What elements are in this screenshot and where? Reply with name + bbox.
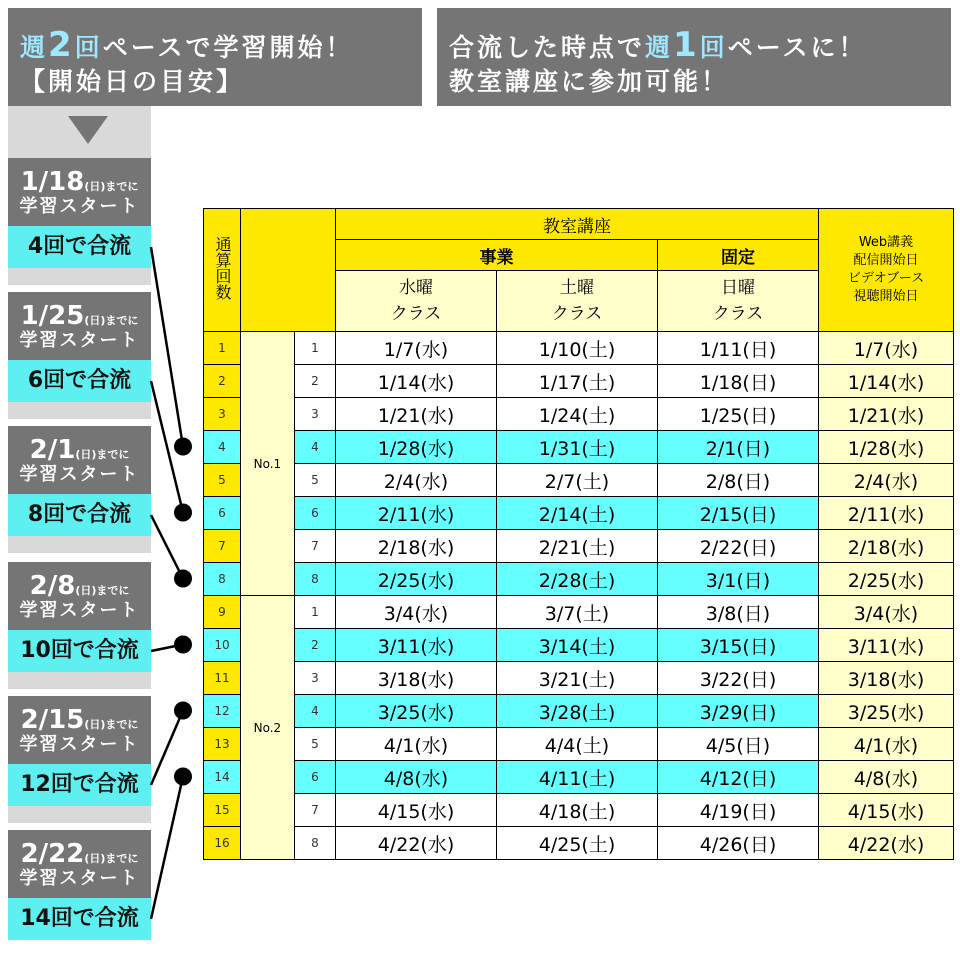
cell-web: 2/25(水) [819, 563, 954, 596]
cell-sun: 4/5(日) [658, 728, 819, 761]
cell-sun: 4/19(日) [658, 794, 819, 827]
start-date-suffix: (日)までに [84, 180, 139, 193]
header-web-4: 視聴開始日 [853, 289, 919, 304]
schedule-body [204, 332, 954, 860]
header-business: 事業 [336, 240, 658, 271]
banner-left-post: ペースで学習開始！ [102, 33, 354, 62]
row-session: 8 [294, 827, 335, 860]
row-session: 8 [294, 563, 335, 596]
header-sat-class: クラス [551, 304, 603, 324]
merge-text: 6回で合流 [8, 360, 151, 402]
connector-dot [174, 702, 192, 720]
banner-left-post-hl: 回 [74, 33, 103, 62]
table-row [204, 827, 954, 860]
cell-sun: 1/11(日) [658, 332, 819, 365]
start-text: 学習スタート [19, 464, 140, 485]
cell-sun: 2/8(日) [658, 464, 819, 497]
start-date: 1/25 [20, 301, 85, 331]
cell-web: 4/8(水) [819, 761, 954, 794]
header-count [204, 209, 241, 332]
cell-web: 3/4(水) [819, 596, 954, 629]
merge-text: 14回で合流 [8, 898, 151, 940]
cell-sun: 1/18(日) [658, 365, 819, 398]
start-date-suffix: (日)までに [75, 448, 130, 461]
banner-left-pre: 週 [20, 33, 49, 62]
row-count: 2 [204, 365, 241, 398]
cell-wed: 3/4(水) [336, 596, 497, 629]
cell-wed: 1/7(水) [336, 332, 497, 365]
banner-right-num: 1 [673, 25, 700, 65]
row-session: 6 [294, 761, 335, 794]
start-date: 2/8 [29, 571, 76, 601]
cell-sat: 2/21(土) [497, 530, 658, 563]
banner-right-hl: 週 [645, 33, 674, 62]
cell-sat: 3/14(土) [497, 629, 658, 662]
table-row [204, 530, 954, 563]
cell-sat: 1/10(土) [497, 332, 658, 365]
header-web-1: Web講義 [858, 235, 914, 250]
table-row [204, 794, 954, 827]
cell-wed: 2/4(水) [336, 464, 497, 497]
connector-dot [174, 636, 192, 654]
row-session: 2 [294, 365, 335, 398]
cell-web: 1/28(水) [819, 431, 954, 464]
connector-dot [174, 438, 192, 456]
cell-sun: 2/1(日) [658, 431, 819, 464]
row-count: 11 [204, 662, 241, 695]
cell-wed: 4/8(水) [336, 761, 497, 794]
cell-sun: 1/25(日) [658, 398, 819, 431]
cell-wed: 2/25(水) [336, 563, 497, 596]
header-fixed: 固定 [658, 240, 819, 271]
connector-dot [174, 570, 192, 588]
cell-sat: 3/7(土) [497, 596, 658, 629]
cell-web: 2/18(水) [819, 530, 954, 563]
cell-web: 3/11(水) [819, 629, 954, 662]
connector-line [151, 777, 183, 920]
cell-web: 2/11(水) [819, 497, 954, 530]
start-date-suffix: (日)までに [75, 584, 130, 597]
table-row [204, 431, 954, 464]
header-classroom: 教室講座 [336, 209, 819, 240]
header-sun-class: クラス [712, 304, 764, 324]
cell-sun: 3/8(日) [658, 596, 819, 629]
header-wed-day: 水曜 [399, 278, 433, 298]
start-text: 学習スタート [19, 868, 140, 889]
row-count: 7 [204, 530, 241, 563]
cell-sat: 4/25(土) [497, 827, 658, 860]
cell-wed: 3/11(水) [336, 629, 497, 662]
row-count: 3 [204, 398, 241, 431]
cell-web: 4/15(水) [819, 794, 954, 827]
table-row [204, 563, 954, 596]
header-sat [497, 271, 658, 332]
start-date: 1/18 [20, 167, 85, 197]
schedule-table [203, 208, 954, 860]
row-session: 7 [294, 794, 335, 827]
cell-sun: 4/12(日) [658, 761, 819, 794]
cell-wed: 1/14(水) [336, 365, 497, 398]
banner-right-post: ペースに！ [727, 33, 867, 62]
table-row [204, 761, 954, 794]
header-count-text: 通算回数 [213, 235, 232, 300]
table-row [204, 629, 954, 662]
row-count: 1 [204, 332, 241, 365]
row-session: 1 [294, 596, 335, 629]
table-row [204, 365, 954, 398]
connector-dot [174, 504, 192, 522]
row-count: 8 [204, 563, 241, 596]
connector-line [151, 247, 183, 447]
cell-sat: 2/28(土) [497, 563, 658, 596]
header-blank [241, 209, 336, 332]
start-text: 学習スタート [19, 196, 140, 217]
cell-sat: 3/28(土) [497, 695, 658, 728]
table-row [204, 398, 954, 431]
row-session: 3 [294, 662, 335, 695]
table-row [204, 695, 954, 728]
row-session: 5 [294, 728, 335, 761]
cell-sat: 1/24(土) [497, 398, 658, 431]
row-session: 1 [294, 332, 335, 365]
row-count: 13 [204, 728, 241, 761]
group-label: No.2 [241, 596, 295, 860]
start-date-suffix: (日)までに [84, 852, 139, 865]
cell-sat: 2/14(土) [497, 497, 658, 530]
cell-wed: 1/21(水) [336, 398, 497, 431]
cell-wed: 2/11(水) [336, 497, 497, 530]
row-count: 4 [204, 431, 241, 464]
row-count: 5 [204, 464, 241, 497]
cell-web: 4/22(水) [819, 827, 954, 860]
cell-web: 3/18(水) [819, 662, 954, 695]
cell-sat: 4/11(土) [497, 761, 658, 794]
row-session: 2 [294, 629, 335, 662]
start-text: 学習スタート [19, 600, 140, 621]
cell-wed: 2/18(水) [336, 530, 497, 563]
row-count: 12 [204, 695, 241, 728]
cell-sat: 2/7(土) [497, 464, 658, 497]
table-row [204, 497, 954, 530]
row-session: 5 [294, 464, 335, 497]
connector-dot [174, 768, 192, 786]
cell-wed: 3/18(水) [336, 662, 497, 695]
cell-sun: 3/15(日) [658, 629, 819, 662]
cell-sat: 4/4(土) [497, 728, 658, 761]
banner-left-num: 2 [48, 25, 75, 65]
group-label: No.1 [241, 332, 295, 596]
row-count: 10 [204, 629, 241, 662]
cell-web: 1/14(水) [819, 365, 954, 398]
row-session: 4 [294, 695, 335, 728]
cell-web: 2/4(水) [819, 464, 954, 497]
cell-sat: 3/21(土) [497, 662, 658, 695]
cell-web: 1/7(水) [819, 332, 954, 365]
header-wed-class: クラス [390, 304, 442, 324]
table-row [204, 728, 954, 761]
cell-sun: 2/15(日) [658, 497, 819, 530]
banner-left-line2: 【開始日の目安】 [20, 67, 245, 96]
cell-wed: 3/25(水) [336, 695, 497, 728]
table-row [204, 464, 954, 497]
start-text: 学習スタート [19, 330, 140, 351]
header-wed [336, 271, 497, 332]
cell-sun: 3/29(日) [658, 695, 819, 728]
row-session: 3 [294, 398, 335, 431]
row-session: 6 [294, 497, 335, 530]
cell-sat: 1/31(土) [497, 431, 658, 464]
merge-text: 10回で合流 [8, 630, 151, 672]
connector-line [151, 515, 183, 579]
table-row [204, 596, 954, 629]
header-web-2: 配信開始日 [853, 253, 919, 268]
cell-wed: 4/1(水) [336, 728, 497, 761]
start-date-suffix: (日)までに [84, 314, 139, 327]
banner-right-line2: 教室講座に参加可能！ [449, 67, 730, 96]
row-count: 14 [204, 761, 241, 794]
start-date: 2/15 [20, 705, 85, 735]
banner-right-kai: 回 [699, 33, 728, 62]
cell-sun: 3/22(日) [658, 662, 819, 695]
row-count: 15 [204, 794, 241, 827]
table-row [204, 662, 954, 695]
cell-sun: 4/26(日) [658, 827, 819, 860]
row-session: 7 [294, 530, 335, 563]
cell-web: 4/1(水) [819, 728, 954, 761]
cell-wed: 4/22(水) [336, 827, 497, 860]
cell-sat: 1/17(土) [497, 365, 658, 398]
cell-web: 3/25(水) [819, 695, 954, 728]
row-count: 6 [204, 497, 241, 530]
header-web-3: ビデオブース [847, 271, 925, 286]
merge-text: 12回で合流 [8, 764, 151, 806]
cell-sun: 2/22(日) [658, 530, 819, 563]
start-date: 2/1 [29, 435, 76, 465]
table-row [204, 332, 954, 365]
start-text: 学習スタート [19, 734, 140, 755]
row-count: 16 [204, 827, 241, 860]
merge-text: 4回で合流 [8, 226, 151, 268]
header-sat-day: 土曜 [560, 278, 594, 298]
cell-wed: 1/28(水) [336, 431, 497, 464]
row-count: 9 [204, 596, 241, 629]
cell-sun: 3/1(日) [658, 563, 819, 596]
cell-web: 1/21(水) [819, 398, 954, 431]
row-session: 4 [294, 431, 335, 464]
start-date: 2/22 [20, 839, 85, 869]
banner-right-pre: 合流した時点で [449, 33, 646, 62]
header-web [819, 209, 954, 332]
cell-wed: 4/15(水) [336, 794, 497, 827]
header-sun-day: 日曜 [721, 278, 755, 298]
header-sun [658, 271, 819, 332]
merge-text: 8回で合流 [8, 494, 151, 536]
cell-sat: 4/18(土) [497, 794, 658, 827]
start-date-suffix: (日)までに [84, 718, 139, 731]
